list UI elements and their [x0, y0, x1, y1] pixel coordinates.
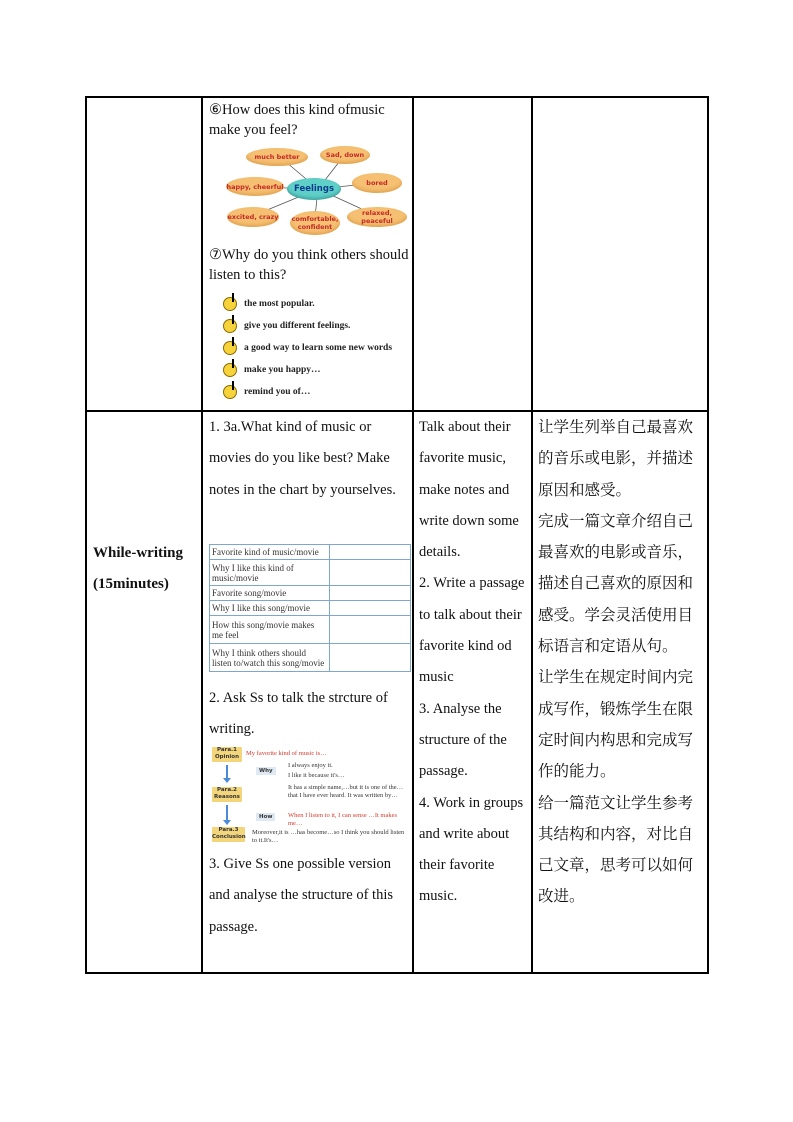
feelings-center-bubble: Feelings	[287, 178, 341, 200]
para2-box: Para.2 Reasons	[212, 787, 242, 802]
chart-input-cell[interactable]	[330, 586, 411, 601]
arrow-down-icon	[226, 805, 228, 821]
how-tag: How	[256, 813, 275, 821]
chart-input-cell[interactable]	[330, 560, 411, 586]
list-item: remind you of…	[223, 382, 310, 402]
structure-line-5: When I listen to it, I can sense …It makes me…	[288, 812, 398, 827]
feeling-bubble-much-better: much better	[246, 148, 308, 166]
chart-input-cell[interactable]	[330, 545, 411, 560]
notes-chart	[209, 544, 411, 672]
music-note-icon	[223, 341, 237, 355]
design-purpose: 让学生列举自己最喜欢的音乐或电影，并描述原因和感受。 完成一篇文章介绍自己最喜欢的电影或音乐，描述自己喜欢的原因和感受。学会灵活使用目标语言和定语从句。 让学生在规定时间内完成写作，锻炼学生在限定时间内构思和完成写作的能力。 给一篇范文让学生参考其结构和内容，对比自己文章，思考可以如何改进。	[538, 418, 694, 906]
structure-line-4: It has a simple name,…but it is one of the…that I have ever heard. It was written by…	[288, 784, 404, 799]
question-6: ⑥How does this kind ofmusic make you feel?	[209, 102, 385, 138]
student-activity: Talk about their favorite music, make notes and write down some details. 2. Write a passage to talk about their favorite kind od music 3. Analyse the structure of the passage. 4. Work in groups and write about their favorite music.	[419, 419, 525, 905]
list-item: a good way to learn some new words	[223, 338, 392, 358]
feeling-bubble-happy: happy, cheerful	[226, 177, 284, 196]
music-note-icon	[223, 297, 237, 311]
feeling-bubble-relaxed: relaxed, peaceful	[347, 207, 407, 227]
table-row: How this song/movie makes me feel	[210, 616, 411, 644]
feeling-bubble-bored: bored	[352, 173, 402, 193]
stage-time: (15minutes)	[93, 576, 169, 592]
structure-line-6: Moreover,it is …has become…so I think you should listen to it.It's…	[252, 829, 405, 844]
table-row: Why I think others should listen to/watch this song/movie	[210, 644, 411, 672]
stage-label: While-writing	[93, 545, 183, 561]
list-item: the most popular.	[223, 294, 315, 314]
para3-box: Para.3 Conclusion	[212, 827, 245, 842]
question-7: ⑦Why do you think others should listen to this?	[209, 247, 409, 283]
procedure-3: 3. Give Ss one possible version and analyse the structure of this passage.	[209, 856, 394, 935]
table-row: Why I like this song/movie	[210, 601, 411, 616]
chart-input-cell[interactable]	[330, 601, 411, 616]
structure-line-2: I always enjoy it.	[288, 762, 333, 769]
structure-line-1: My favorite kind of music is…	[246, 750, 327, 757]
chart-input-cell[interactable]	[330, 616, 411, 644]
list-item: give you different feelings.	[223, 316, 350, 336]
music-note-icon	[223, 385, 237, 399]
para1-box: Para.1 Opinion	[212, 747, 242, 762]
table-row: Why I like this kind of music/movie	[210, 560, 411, 586]
feeling-bubble-excited: excited, crazy	[227, 207, 279, 227]
procedure-2: 2. Ask Ss to talk the strcture of writing.	[209, 690, 388, 738]
procedure-1: 1. 3a.What kind of music or movies do you like best? Make notes in the chart by yourselves.	[209, 419, 396, 498]
feeling-bubble-comfortable: comfortable, confident	[290, 211, 340, 235]
table-row: Favorite kind of music/movie	[210, 545, 411, 560]
structure-line-3: I like it because it's…	[288, 772, 345, 779]
list-item: make you happy…	[223, 360, 321, 380]
music-note-icon	[223, 363, 237, 377]
table-row: Favorite song/movie	[210, 586, 411, 601]
why-tag: Why	[256, 767, 276, 775]
chart-input-cell[interactable]	[330, 644, 411, 672]
arrow-down-icon	[226, 765, 228, 779]
feeling-bubble-sad: Sad, down	[320, 146, 370, 164]
music-note-icon	[223, 319, 237, 333]
